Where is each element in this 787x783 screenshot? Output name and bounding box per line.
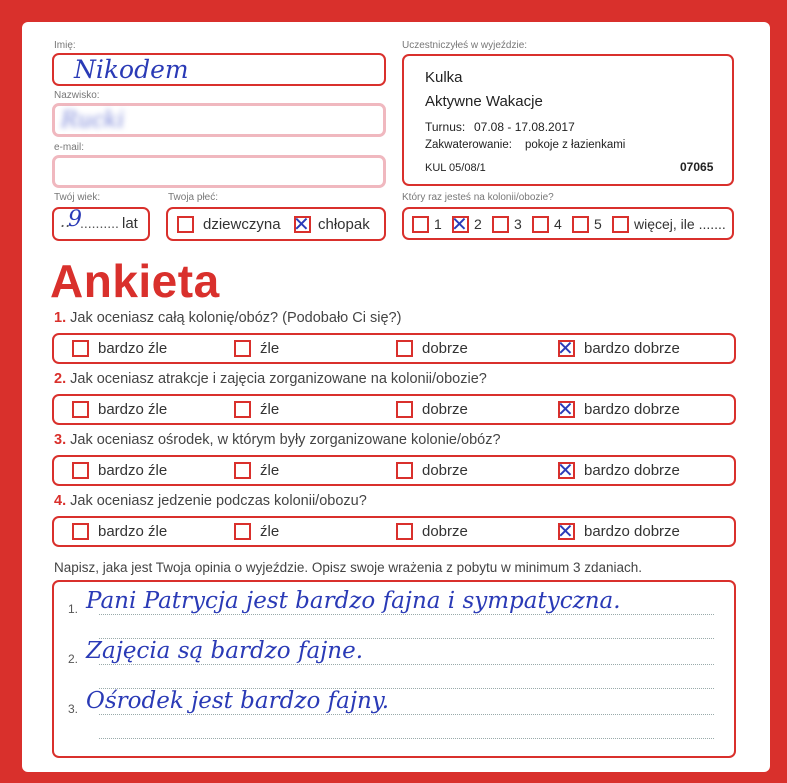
question-2-text bbox=[54, 371, 487, 387]
question-1-option-1-checkbox[interactable] bbox=[72, 340, 89, 357]
times-1-checkbox[interactable] bbox=[412, 216, 429, 233]
times-field bbox=[402, 207, 734, 240]
gender-field bbox=[166, 207, 386, 241]
times-2-label: 2 bbox=[474, 216, 482, 232]
option-label: bardzo źle bbox=[98, 401, 168, 418]
email-field[interactable] bbox=[52, 155, 386, 188]
times-3-label: 3 bbox=[514, 216, 522, 232]
turnus-label: Turnus: bbox=[425, 120, 466, 134]
option-label: bardzo źle bbox=[98, 523, 168, 540]
gender-male-checkbox[interactable] bbox=[293, 212, 311, 236]
question-1-option-2-checkbox[interactable] bbox=[234, 340, 251, 357]
surname-field[interactable] bbox=[52, 103, 386, 137]
age-dots-prefix: .. bbox=[60, 212, 71, 231]
surname-value: Rucki bbox=[61, 108, 125, 133]
survey-sheet bbox=[22, 22, 770, 772]
option-label: bardzo źle bbox=[98, 340, 168, 357]
writing-line bbox=[99, 664, 714, 665]
gender-label: Twoja płeć: bbox=[168, 192, 219, 203]
question-3-option-2-checkbox[interactable] bbox=[234, 462, 251, 479]
question-label: Jak oceniasz jedzenie podczas kolonii/obozu? bbox=[70, 493, 367, 509]
trip-org: Kulka bbox=[425, 69, 463, 86]
question-4-option-1-checkbox[interactable] bbox=[72, 523, 89, 540]
option-label: bardzo dobrze bbox=[584, 462, 680, 479]
question-4-options bbox=[52, 516, 736, 547]
question-4-option-3-checkbox[interactable] bbox=[396, 523, 413, 540]
check-mark-icon: ✕ bbox=[293, 212, 310, 236]
check-mark-icon: ✕ bbox=[451, 212, 468, 236]
housing-value: pokoje z łazienkami bbox=[525, 139, 626, 151]
question-2-option-2-checkbox[interactable] bbox=[234, 401, 251, 418]
email-label: e-mail: bbox=[54, 142, 85, 153]
participation-label: Uczestniczyłeś w wyjeździe: bbox=[402, 40, 528, 51]
trip-info-box bbox=[402, 54, 734, 186]
times-5-label: 5 bbox=[594, 216, 602, 232]
gender-female-label: dziewczyna bbox=[203, 216, 281, 233]
opinion-prompt: Napisz, jaka jest Twoja opinia o wyjeździe. Opisz swoje wrażenia z pobytu w minimum 3 zdaniach. bbox=[54, 560, 643, 575]
gender-male-label: chłopak bbox=[318, 216, 370, 233]
question-3-option-4-checkbox[interactable] bbox=[557, 458, 575, 482]
opinion-line-number: 2. bbox=[68, 652, 79, 666]
question-number: 2. bbox=[54, 371, 67, 387]
question-3-text bbox=[54, 432, 501, 448]
times-1-label: 1 bbox=[434, 216, 442, 232]
turnus-value: 07.08 - 17.08.2017 bbox=[474, 120, 575, 134]
writing-line bbox=[99, 714, 714, 715]
age-unit: lat bbox=[122, 215, 138, 232]
question-4-option-4-checkbox[interactable] bbox=[557, 519, 575, 543]
question-4-option-2-checkbox[interactable] bbox=[234, 523, 251, 540]
question-2-options bbox=[52, 394, 736, 425]
question-2-option-4-checkbox[interactable] bbox=[557, 397, 575, 421]
housing-label: Zakwaterowanie: bbox=[425, 139, 512, 151]
question-1-options bbox=[52, 333, 736, 364]
question-number: 4. bbox=[54, 493, 67, 509]
option-label: bardzo dobrze bbox=[584, 523, 680, 540]
times-4-checkbox[interactable] bbox=[532, 216, 549, 233]
question-number: 1. bbox=[54, 310, 67, 326]
age-label: Twój wiek: bbox=[54, 192, 101, 203]
age-dots: .......... bbox=[80, 215, 119, 231]
age-field[interactable] bbox=[52, 207, 150, 241]
question-1-text bbox=[54, 310, 401, 326]
times-5-checkbox[interactable] bbox=[572, 216, 589, 233]
times-3-checkbox[interactable] bbox=[492, 216, 509, 233]
times-label: Który raz jesteś na kolonii/obozie? bbox=[402, 192, 554, 203]
question-2-option-3-checkbox[interactable] bbox=[396, 401, 413, 418]
opinion-line-number: 1. bbox=[68, 602, 79, 616]
opinion-box[interactable] bbox=[52, 580, 736, 758]
writing-line bbox=[99, 614, 714, 615]
question-number: 3. bbox=[54, 432, 67, 448]
check-mark-icon: ✕ bbox=[557, 458, 574, 482]
option-label: bardzo dobrze bbox=[584, 340, 680, 357]
times-more-label: więcej, ile ....... bbox=[634, 216, 726, 232]
question-3-option-1-checkbox[interactable] bbox=[72, 462, 89, 479]
question-label: Jak oceniasz całą kolonię/obóz? (Podobało Ci się?) bbox=[70, 310, 402, 326]
name-label: Imię: bbox=[54, 40, 76, 51]
check-mark-icon: ✕ bbox=[557, 397, 574, 421]
question-label: Jak oceniasz ośrodek, w którym były zorganizowane kolonie/obóz? bbox=[70, 432, 501, 448]
question-1-option-3-checkbox[interactable] bbox=[396, 340, 413, 357]
trip-code: KUL 05/08/1 bbox=[425, 162, 486, 174]
question-label: Jak oceniasz atrakcje i zajęcia zorganizowane na kolonii/obozie? bbox=[70, 371, 487, 387]
option-label: źle bbox=[260, 462, 280, 479]
option-label: źle bbox=[260, 523, 280, 540]
opinion-line-text: Pani Patrycja jest bardzo fajna i sympatyczna. bbox=[86, 588, 621, 614]
check-mark-icon: ✕ bbox=[557, 519, 574, 543]
option-label: dobrze bbox=[422, 340, 468, 357]
option-label: dobrze bbox=[422, 523, 468, 540]
opinion-line-text: Ośrodek jest bardzo fajny. bbox=[86, 688, 390, 714]
opinion-line-text: Zajęcia są bardzo fajne. bbox=[86, 638, 364, 664]
times-4-label: 4 bbox=[554, 216, 562, 232]
check-mark-icon: ✕ bbox=[557, 336, 574, 360]
writing-line bbox=[99, 738, 714, 739]
question-1-option-4-checkbox[interactable] bbox=[557, 336, 575, 360]
name-field[interactable] bbox=[52, 53, 386, 86]
trip-number: 07065 bbox=[680, 160, 714, 174]
surname-label: Nazwisko: bbox=[54, 90, 100, 101]
option-label: bardzo źle bbox=[98, 462, 168, 479]
times-more-checkbox[interactable] bbox=[612, 216, 629, 233]
question-3-option-3-checkbox[interactable] bbox=[396, 462, 413, 479]
name-value: Nikodem bbox=[74, 55, 189, 84]
option-label: źle bbox=[260, 340, 280, 357]
option-label: dobrze bbox=[422, 462, 468, 479]
opinion-line-number: 3. bbox=[68, 702, 79, 716]
option-label: źle bbox=[260, 401, 280, 418]
question-4-text bbox=[54, 493, 367, 509]
gender-female-checkbox[interactable] bbox=[177, 216, 194, 233]
question-2-option-1-checkbox[interactable] bbox=[72, 401, 89, 418]
survey-title: Ankieta bbox=[50, 255, 220, 307]
question-3-options bbox=[52, 455, 736, 486]
age-value: 9 bbox=[68, 207, 82, 232]
option-label: dobrze bbox=[422, 401, 468, 418]
option-label: bardzo dobrze bbox=[584, 401, 680, 418]
times-2-checkbox[interactable] bbox=[451, 212, 469, 236]
trip-name: Aktywne Wakacje bbox=[425, 93, 543, 110]
